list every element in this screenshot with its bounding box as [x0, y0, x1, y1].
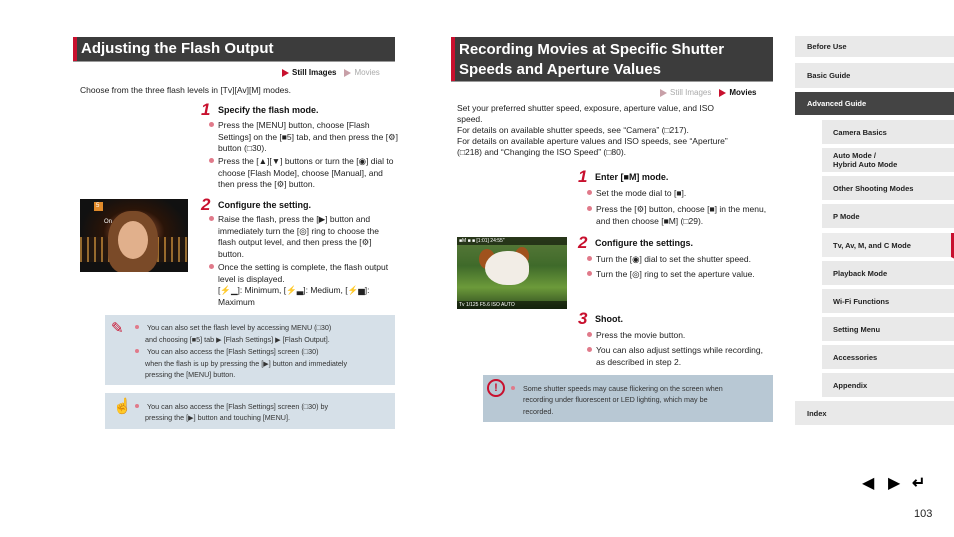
bullet-dot-icon: [511, 386, 515, 390]
nav-wifi-functions[interactable]: Wi-Fi Functions: [822, 289, 954, 315]
nav-appendix[interactable]: Appendix: [822, 373, 954, 399]
step-title: Enter [■M] mode.: [595, 172, 669, 182]
bullet-text: Press the [⚙] button, choose [■] in the menu, and then choose [■M] (□29).: [596, 204, 767, 226]
step-bullet: [587, 345, 772, 368]
step-bullet: [209, 262, 399, 285]
section-divider: [451, 81, 773, 82]
bullet-dot-icon: [587, 190, 592, 195]
section-title-flash-output: Adjusting the Flash Output: [73, 37, 395, 61]
note-line: [135, 346, 318, 358]
caution-note-box: [483, 375, 773, 422]
touch-note-box: [105, 393, 395, 429]
nav-before-use[interactable]: Before Use: [795, 36, 954, 59]
bullet-text: You can also adjust settings while recording, as described in step 2.: [596, 345, 763, 367]
flash-intro: Choose from the three flash levels in [Tv][Av][M] modes.: [80, 85, 292, 95]
step-bullet: [587, 269, 772, 281]
memo-note-box: [105, 315, 395, 385]
step-number: 2: [578, 233, 588, 252]
triangle-icon: [660, 89, 667, 97]
tag-still-images: [282, 68, 336, 77]
movies-intro: [457, 103, 767, 158]
flash-sample-photo: [80, 199, 188, 272]
tag-label: Still Images: [292, 68, 337, 77]
triangle-icon: [344, 69, 351, 77]
movie-info-bottom: Tv 1/125 F5.6 ISO AUTO: [457, 301, 567, 309]
tag-label: Movies: [729, 88, 757, 97]
triangle-icon: [282, 69, 289, 77]
bullet-dot-icon: [135, 404, 139, 408]
nav-playback-mode[interactable]: Playback Mode: [822, 261, 954, 287]
warning-icon: !: [487, 379, 505, 397]
nav-label: Hybrid Auto Mode: [833, 160, 898, 169]
nav-other-shooting-modes[interactable]: Other Shooting Modes: [822, 176, 954, 202]
nav-auto-mode[interactable]: [822, 148, 954, 174]
step-title: Configure the settings.: [595, 238, 694, 248]
section-divider: [73, 61, 395, 62]
note-text: You can also access the [Flash Settings] screen (□30) by: [147, 402, 329, 411]
mode-tags-left: [282, 68, 380, 77]
note-line: [135, 401, 328, 413]
note-line: pressing the [MENU] button.: [145, 370, 236, 379]
nav-label: Auto Mode /: [833, 151, 876, 160]
bullet-dot-icon: [209, 264, 214, 269]
bullet-text: Press the movie button.: [596, 330, 686, 340]
return-icon[interactable]: ↵: [912, 475, 926, 492]
movie-info-top: ■M ■ ■ [1:01] 24:55": [457, 237, 567, 245]
bullet-dot-icon: [587, 206, 592, 211]
bullet-dot-icon: [587, 271, 592, 276]
pencil-icon: ✎: [111, 320, 124, 337]
tag-still-images: [660, 88, 711, 97]
note-text: You can also access the [Flash Settings] screen (□30): [147, 347, 319, 356]
section-title-movies-shutter: [451, 37, 773, 81]
mode-tags-right: [660, 88, 756, 97]
step-bullet: [587, 254, 772, 266]
step-title: Specify the flash mode.: [218, 105, 319, 115]
note-line: recorded.: [523, 407, 554, 416]
tag-movies: [719, 88, 756, 97]
finger-tap-icon: ☝: [113, 398, 132, 415]
bullet-text: Set the mode dial to [■].: [596, 188, 687, 198]
bullet-dot-icon: [209, 216, 214, 221]
prev-page-icon[interactable]: ◀: [862, 475, 875, 492]
nav-accessories[interactable]: Accessories: [822, 345, 954, 371]
nav-tv-av-m-c-mode[interactable]: Tv, Av, M, and C Mode: [822, 233, 954, 259]
nav-index[interactable]: Index: [795, 401, 954, 427]
step-number: 3: [578, 309, 588, 328]
nav-camera-basics[interactable]: Camera Basics: [822, 120, 954, 146]
dog-subject: [485, 251, 529, 285]
tag-movies: [344, 68, 379, 77]
step-number: 1: [201, 100, 211, 119]
photo-subject-face: [118, 221, 148, 259]
bullet-dot-icon: [135, 325, 139, 329]
step-bullet: [209, 120, 399, 155]
intro-line: For details on available shutter speeds, see “Camera” (□217).: [457, 125, 689, 135]
note-text: Some shutter speeds may cause flickering on the screen when: [523, 384, 723, 393]
intro-line: Set your preferred shutter speed, exposure, aperture value, and ISO: [457, 103, 715, 113]
bullet-dot-icon: [587, 256, 592, 261]
step-title: Configure the setting.: [218, 200, 311, 210]
title-line: Speeds and Aperture Values: [459, 61, 662, 78]
intro-line: For details on available aperture values and ISO speeds, see “Aperture”: [457, 136, 728, 146]
step-bullet: [209, 214, 399, 260]
nav-p-mode[interactable]: P Mode: [822, 204, 954, 230]
flash-level-value: 5: [96, 203, 100, 209]
note-text: You can also set the flash level by accessing MENU (□30): [147, 323, 332, 332]
note-line: [511, 383, 723, 395]
bullet-text: Press the [MENU] button, choose [Flash Settings] on the [■5] tab, and then press the [⚙] button (□30).: [218, 120, 399, 153]
nav-advanced-guide[interactable]: Advanced Guide: [795, 92, 954, 117]
bullet-dot-icon: [135, 349, 139, 353]
step-number: 2: [201, 195, 211, 214]
nav-setting-menu[interactable]: Setting Menu: [822, 317, 954, 343]
tag-label: Still Images: [670, 88, 712, 97]
note-line: [135, 322, 331, 334]
tag-label: Movies: [354, 68, 380, 77]
bullet-text: Once the setting is complete, the flash output level is displayed.: [218, 262, 389, 284]
bullet-dot-icon: [209, 158, 214, 163]
bullet-dot-icon: [209, 122, 214, 127]
flash-on-label: On: [104, 219, 113, 225]
step-number: 1: [578, 167, 588, 186]
step-bullet: [209, 156, 399, 191]
next-page-icon[interactable]: ▶: [888, 475, 901, 492]
bullet-dot-icon: [587, 332, 592, 337]
title-line: Recording Movies at Specific Shutter: [459, 41, 725, 58]
page-number: 103: [914, 508, 933, 520]
step-bullet: [587, 330, 772, 342]
triangle-icon: [719, 89, 726, 97]
bullet-text: Turn the [◉] dial to set the shutter speed.: [596, 254, 751, 264]
flash-level-legend: [⚡▁]: Minimum, [⚡▃]: Medium, [⚡▅]: Maximum: [218, 285, 370, 307]
note-line: recording under fluorescent or LED lighting, which may be: [523, 395, 708, 404]
bullet-text: Raise the flash, press the [▶] button and immediately turn the [◎] ring to choose the flash output level, and then press the [⚙] button.: [218, 214, 379, 259]
intro-line: (□218) and “Changing the ISO Speed” (□80).: [457, 147, 627, 157]
nav-basic-guide[interactable]: Basic Guide: [795, 63, 954, 90]
step-bullet: [587, 204, 772, 227]
movie-sample-photo: [457, 237, 567, 309]
note-line: and choosing [■5] tab ▶ [Flash Settings] ▶ [Flash Output].: [145, 335, 330, 344]
step-title: Shoot.: [595, 314, 623, 324]
bullet-dot-icon: [587, 347, 592, 352]
bullet-text: Turn the [◎] ring to set the aperture value.: [596, 269, 755, 279]
note-line: pressing the [▶] button and touching [MENU].: [145, 413, 290, 422]
note-line: when the flash is up by pressing the [▶] button and immediately: [145, 359, 348, 368]
intro-line: speed.: [457, 114, 483, 124]
step-bullet: [587, 188, 772, 200]
bullet-text: Press the [▲][▼] buttons or turn the [◉] dial to choose [Flash Mode], choose [Manual], and then press the [⚙] button.: [218, 156, 394, 189]
